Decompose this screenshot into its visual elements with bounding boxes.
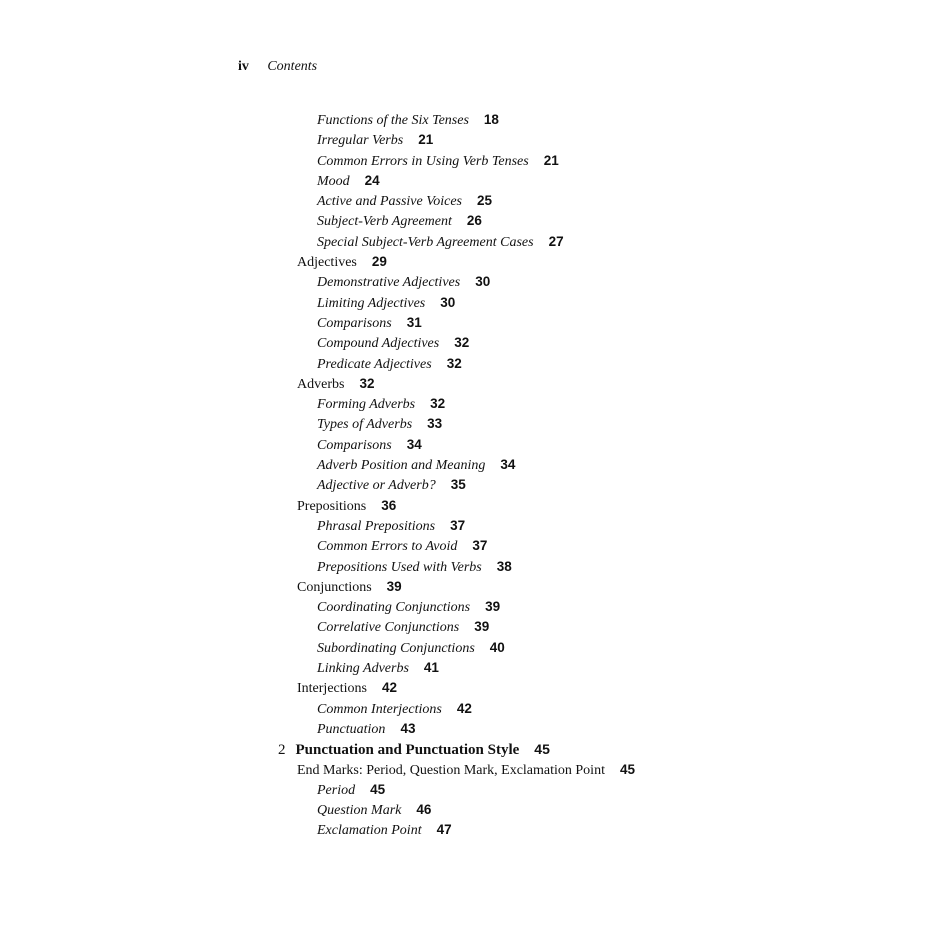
toc-subsection-entry [0,272,939,292]
toc-page-number: 32 [359,375,375,391]
toc-page-number: 45 [534,741,550,758]
toc-entry-title: Prepositions [297,498,367,514]
toc-entry-title: Subject-Verb Agreement [317,214,452,230]
toc-page-number: 32 [454,335,470,351]
toc-entry-title: Forming Adverbs [317,397,416,413]
toc-page-number: 38 [496,558,512,574]
toc-page-number: 46 [416,802,432,818]
toc-entry-title: Punctuation and Punctuation Style [295,742,520,759]
toc-entry-title: Functions of the Six Tenses [317,113,469,128]
toc-subsection-entry [0,435,939,455]
toc-entry-title: Predicate Adjectives [317,356,432,372]
toc-entry-title: Coordinating Conjunctions [317,600,471,616]
toc-page-number: 31 [406,314,422,330]
toc-subsection-entry [0,617,939,637]
toc-page-number: 24 [364,172,380,188]
toc-entry-title: Linking Adverbs [317,661,409,677]
toc-subsection-entry [0,211,939,231]
toc-page-number: 21 [418,132,434,148]
toc-chapter-entry [0,739,939,759]
toc-subsection-entry [0,313,939,333]
toc-entry-title: Compound Adjectives [317,336,440,352]
toc-page-number: 36 [381,497,397,513]
toc-subsection-entry [0,536,939,556]
page-folio: iv [238,59,249,74]
toc-subsection-entry [0,130,939,150]
toc-page-number: 37 [450,517,466,533]
toc-entry-title: Common Errors in Using Verb Tenses [317,153,529,169]
toc-page-number: 47 [436,822,452,838]
toc-subsection-entry [0,171,939,191]
toc-page-number: 34 [406,436,422,452]
toc-subsection-entry [0,414,939,434]
toc-section-entry [0,496,939,516]
toc-entry-title: Adverb Position and Meaning [317,458,486,474]
toc-section-entry [0,760,939,780]
toc-subsection-entry [0,232,939,252]
toc-page-number: 45 [370,781,386,797]
toc-subsection-entry [0,800,939,820]
toc-entry-title: Mood [317,173,350,189]
toc-page-number: 26 [466,213,482,229]
toc-entry-title: Adverbs [297,376,345,392]
toc-page-number: 40 [489,639,505,655]
toc-page-number: 39 [485,599,501,615]
toc-entry-title: Special Subject-Verb Agreement Cases [317,234,534,250]
toc-page-number: 32 [446,355,462,371]
toc-subsection-entry [0,516,939,536]
toc-subsection-entry [0,820,939,840]
toc-entry-title: Subordinating Conjunctions [317,640,475,656]
toc-section-entry [0,252,939,272]
toc-subsection-entry [0,293,939,313]
toc-subsection-entry [0,597,939,617]
toc-entry-title: Adjective or Adverb? [317,478,436,494]
toc-section-entry [0,577,939,597]
toc-entry-title: Active and Passive Voices [317,194,463,210]
toc-section-entry [0,374,939,394]
toc-entry-title: Punctuation [317,721,386,737]
toc-entry-title: Correlative Conjunctions [317,620,460,636]
toc-entry-title: Limiting Adjectives [317,295,426,311]
toc-entry-title: Conjunctions [297,579,372,595]
toc-page-number: 41 [423,660,439,676]
page-header [238,56,317,77]
toc-entry-title: Period [317,782,356,798]
toc-subsection-entry [0,557,939,577]
toc-subsection-entry [0,354,939,374]
toc-page-number: 39 [386,578,402,594]
toc-entry-title: Irregular Verbs [317,133,404,149]
toc-page-number: 35 [450,477,466,493]
toc-entry-title: Types of Adverbs [317,417,413,433]
toc-page-number: 25 [477,193,493,209]
toc-entry-title: Comparisons [317,315,392,331]
toc-subsection-entry [0,394,939,414]
toc-subsection-entry [0,780,939,800]
toc-page-number: 27 [548,233,564,249]
toc-page-number: 32 [430,396,446,412]
toc-section-entry [0,678,939,698]
toc-entry-title: Comparisons [317,437,392,453]
toc-entry-title: Demonstrative Adjectives [317,275,461,291]
toc-page-number: 42 [381,680,398,696]
toc-page-number: 29 [371,254,387,270]
toc-page-number: 33 [427,416,443,432]
toc-entry-title: Adjectives [297,255,357,271]
toc-entry-title: Common Interjections [317,701,442,717]
toc-entry-title: Phrasal Prepositions [317,518,436,534]
toc-page-number: 43 [400,720,416,736]
toc-page-number: 42 [456,700,472,716]
toc-chapter-number: 2 [278,742,286,759]
toc-entry-title: Interjections [297,681,367,697]
toc-subsection-entry [0,475,939,495]
toc-page-number: 21 [543,152,559,168]
toc-entry-title: End Marks: Period, Question Mark, Exclamation Point [297,762,605,778]
toc-subsection-entry [0,151,939,171]
toc-page-number: 18 [483,112,499,127]
toc-page-number: 34 [500,457,516,473]
toc-page-number: 39 [474,619,490,635]
toc-subsection-entry [0,638,939,658]
running-head: Contents [267,59,318,74]
toc-entry-title: Question Mark [317,803,402,819]
toc-entry-title: Prepositions Used with Verbs [317,559,482,575]
toc-page-number: 45 [619,761,635,777]
toc-subsection-entry [0,455,939,475]
toc-page-number: 30 [440,294,456,310]
toc-subsection-entry [0,333,939,353]
toc-subsection-entry [0,658,939,678]
toc-entry-title: Exclamation Point [317,823,422,839]
toc-entry-title: Common Errors to Avoid [317,539,458,555]
toc-page-number: 37 [472,538,488,554]
table-of-contents [0,110,939,841]
toc-subsection-entry [0,110,939,130]
toc-subsection-entry [0,191,939,211]
toc-subsection-entry [0,699,939,719]
toc-subsection-entry [0,719,939,739]
toc-page-number: 30 [475,274,491,290]
